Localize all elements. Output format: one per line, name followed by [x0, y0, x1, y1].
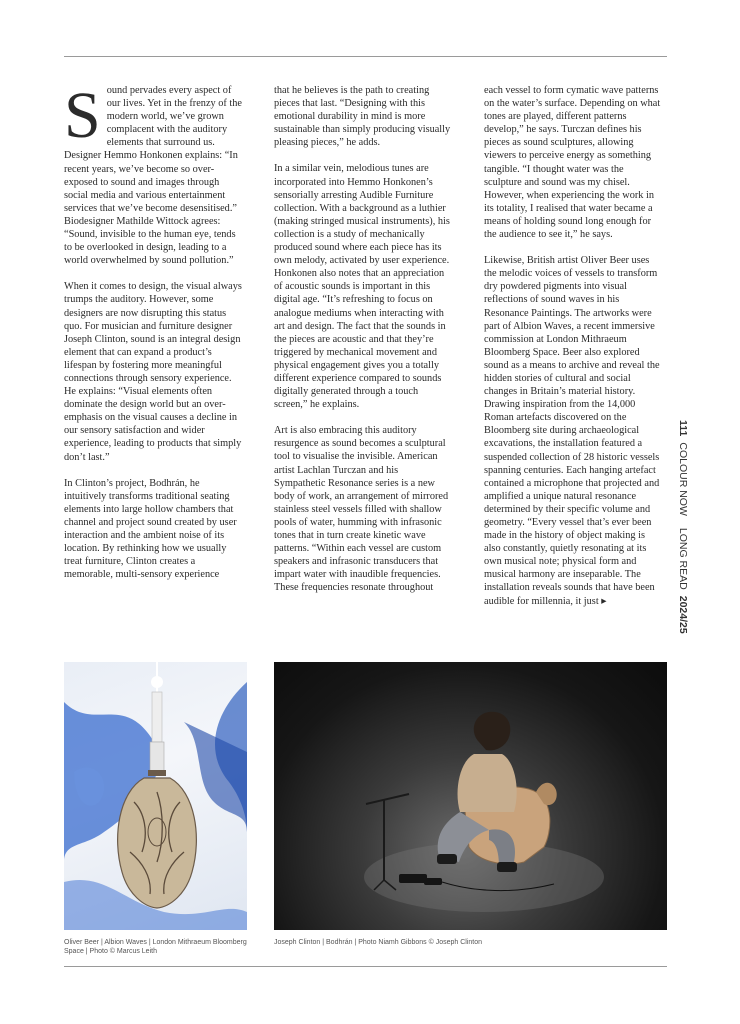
paragraph: In Clinton’s project, Bodhrán, he intuitively transforms traditional seating elements into large hollow chambers that channel and project sound created by user interaction and the ambient noise of its location. By rethinking how we usually treat furniture, Clinton creates a memorable, multi-sensory experience: [64, 477, 237, 581]
hanging-vessel-illustration: [64, 662, 247, 930]
seated-musician-illustration: [274, 662, 667, 930]
article-column-3: [484, 84, 662, 632]
paragraph: that he believes is the path to creating pieces that last. “Designing with this emotional durability in mind is more sustainable than simply producing visually pleasing pieces,” he adds.: [274, 85, 451, 149]
drop-cap: S: [64, 84, 101, 152]
issue-year: 2024/25: [677, 595, 689, 634]
page-number: 111: [677, 420, 689, 437]
photo-caption: Joseph Clinton | Bodhrán | Photo Niamh Gibbons © Joseph Clinton: [274, 939, 483, 946]
article-column-1: [64, 84, 242, 632]
paragraph: When it comes to design, the visual always trumps the auditory. However, some designers are now disrupting this status quo. For musician and furniture designer Joseph Clinton, sound is an integral design element that can expand a product’s lifespan by fostering more meaningful connections through sensory experience. He explains: “Visual elements often dominate the design world but an over-emphasis on the visual causes a decline in our sensory satisfaction and wider experience, leading to products that simply don’t last.”: [64, 281, 242, 463]
photo-bodhran: [274, 662, 667, 930]
paragraph: Likewise, British artist Oliver Beer uses the melodic voices of vessels to transform dry powdered pigments into visual reflections of sound waves in his Resonance Paintings. The artworks were part of Albion Waves, a recent immersive commission at London Mithraeum Bloomberg Space. Beer also explored sound as a means to archive and reveal the hidden stories of cultural and social changes in Britain’s material history. Drawing inspiration from the 14,000 Roman artefacts discovered on the Bloomberg site during archaeological excavations, the installation featured a suspended collection of 28 historic vessels spanning centuries. Each hanging artefact contained a microphone that projected and amplified a unique natural resonance determined by their specific volume and geometry. “Every vessel that’s ever been made in the history of object making is also constantly, quietly resonating at its own musical note; physical form and musical harmony are inseparable. The installation reveals sounds that have been audible for millennia, it just ▸: [484, 255, 660, 607]
photo-albion-waves: [64, 662, 247, 930]
top-rule: [64, 56, 667, 57]
paragraph: In a similar vein, melodious tunes are incorporated into Hemmo Honkonen’s sensorially arresting Audible Furniture collection. With a background as a luthier (making stringed musical instruments), his collection is a study of mechanically produced sound where each piece has its own melody, activated by user experience. Honkonen also notes that an appreciation of acoustic sounds is important in this digital age. “It’s refreshing to focus on analogue mediums when interacting with art and design. The fact that the sounds in the pieces are acoustic and that they’re triggered by mechanical movement and physical engagement gives you a totally different experience compared to sounds digitally generated through a touch screen,” he explains.: [274, 163, 450, 411]
paragraph: Art is also embracing this auditory resurgence as sound becomes a sculptural tool to visualise the invisible. American artist Lachlan Turczan and his Sympathetic Resonance series is a new body of work, an arrangement of mirrored stainless steel vessels filled with shallow pools of water, humming with infrasonic tones that in turn create kinetic wave patterns. “Within each vessel are custom speakers and infrasonic transducers that impart water with inaudible frequencies. These frequencies resonate throughout: [274, 425, 449, 594]
paragraph: ound pervades every aspect of our lives. Yet in the frenzy of the modern world, we’ve grown complacent with the auditory elements that surround us. Designer Hemmo Honkonen explains: “In recent years, we’ve become so over-exposed to sound and images through social media and various entertainment services that we’ve become desensitised.” Biodesigner Mathilde Wittock agrees: “Sound, invisible to the human eye, tends to be overlooked in design, leading to a world overwhelmed by sound pollution.”: [64, 85, 242, 267]
bottom-rule: [64, 966, 667, 967]
running-footer: [674, 420, 692, 634]
magazine-title: COLOUR NOW: [677, 442, 689, 516]
article-column-2: [274, 84, 452, 632]
photo-caption: Oliver Beer | Albion Waves | London Mithraeum Bloomberg Space | Photo © Marcus Leith: [64, 939, 247, 955]
section-label: LONG READ: [677, 527, 689, 590]
paragraph: each vessel to form cymatic wave patterns on the water’s surface. Depending on what tones are played, different patterns develop,” he says. Turczan defines his pieces as sound sculptures, allowing viewers to perceive energy as something tangible. “I thought water was the sculpture and sound was my chisel. However, when experiencing the work in its totality, I realised that water became a means of holding sound long enough for the audience to see it,” he says.: [484, 85, 661, 241]
